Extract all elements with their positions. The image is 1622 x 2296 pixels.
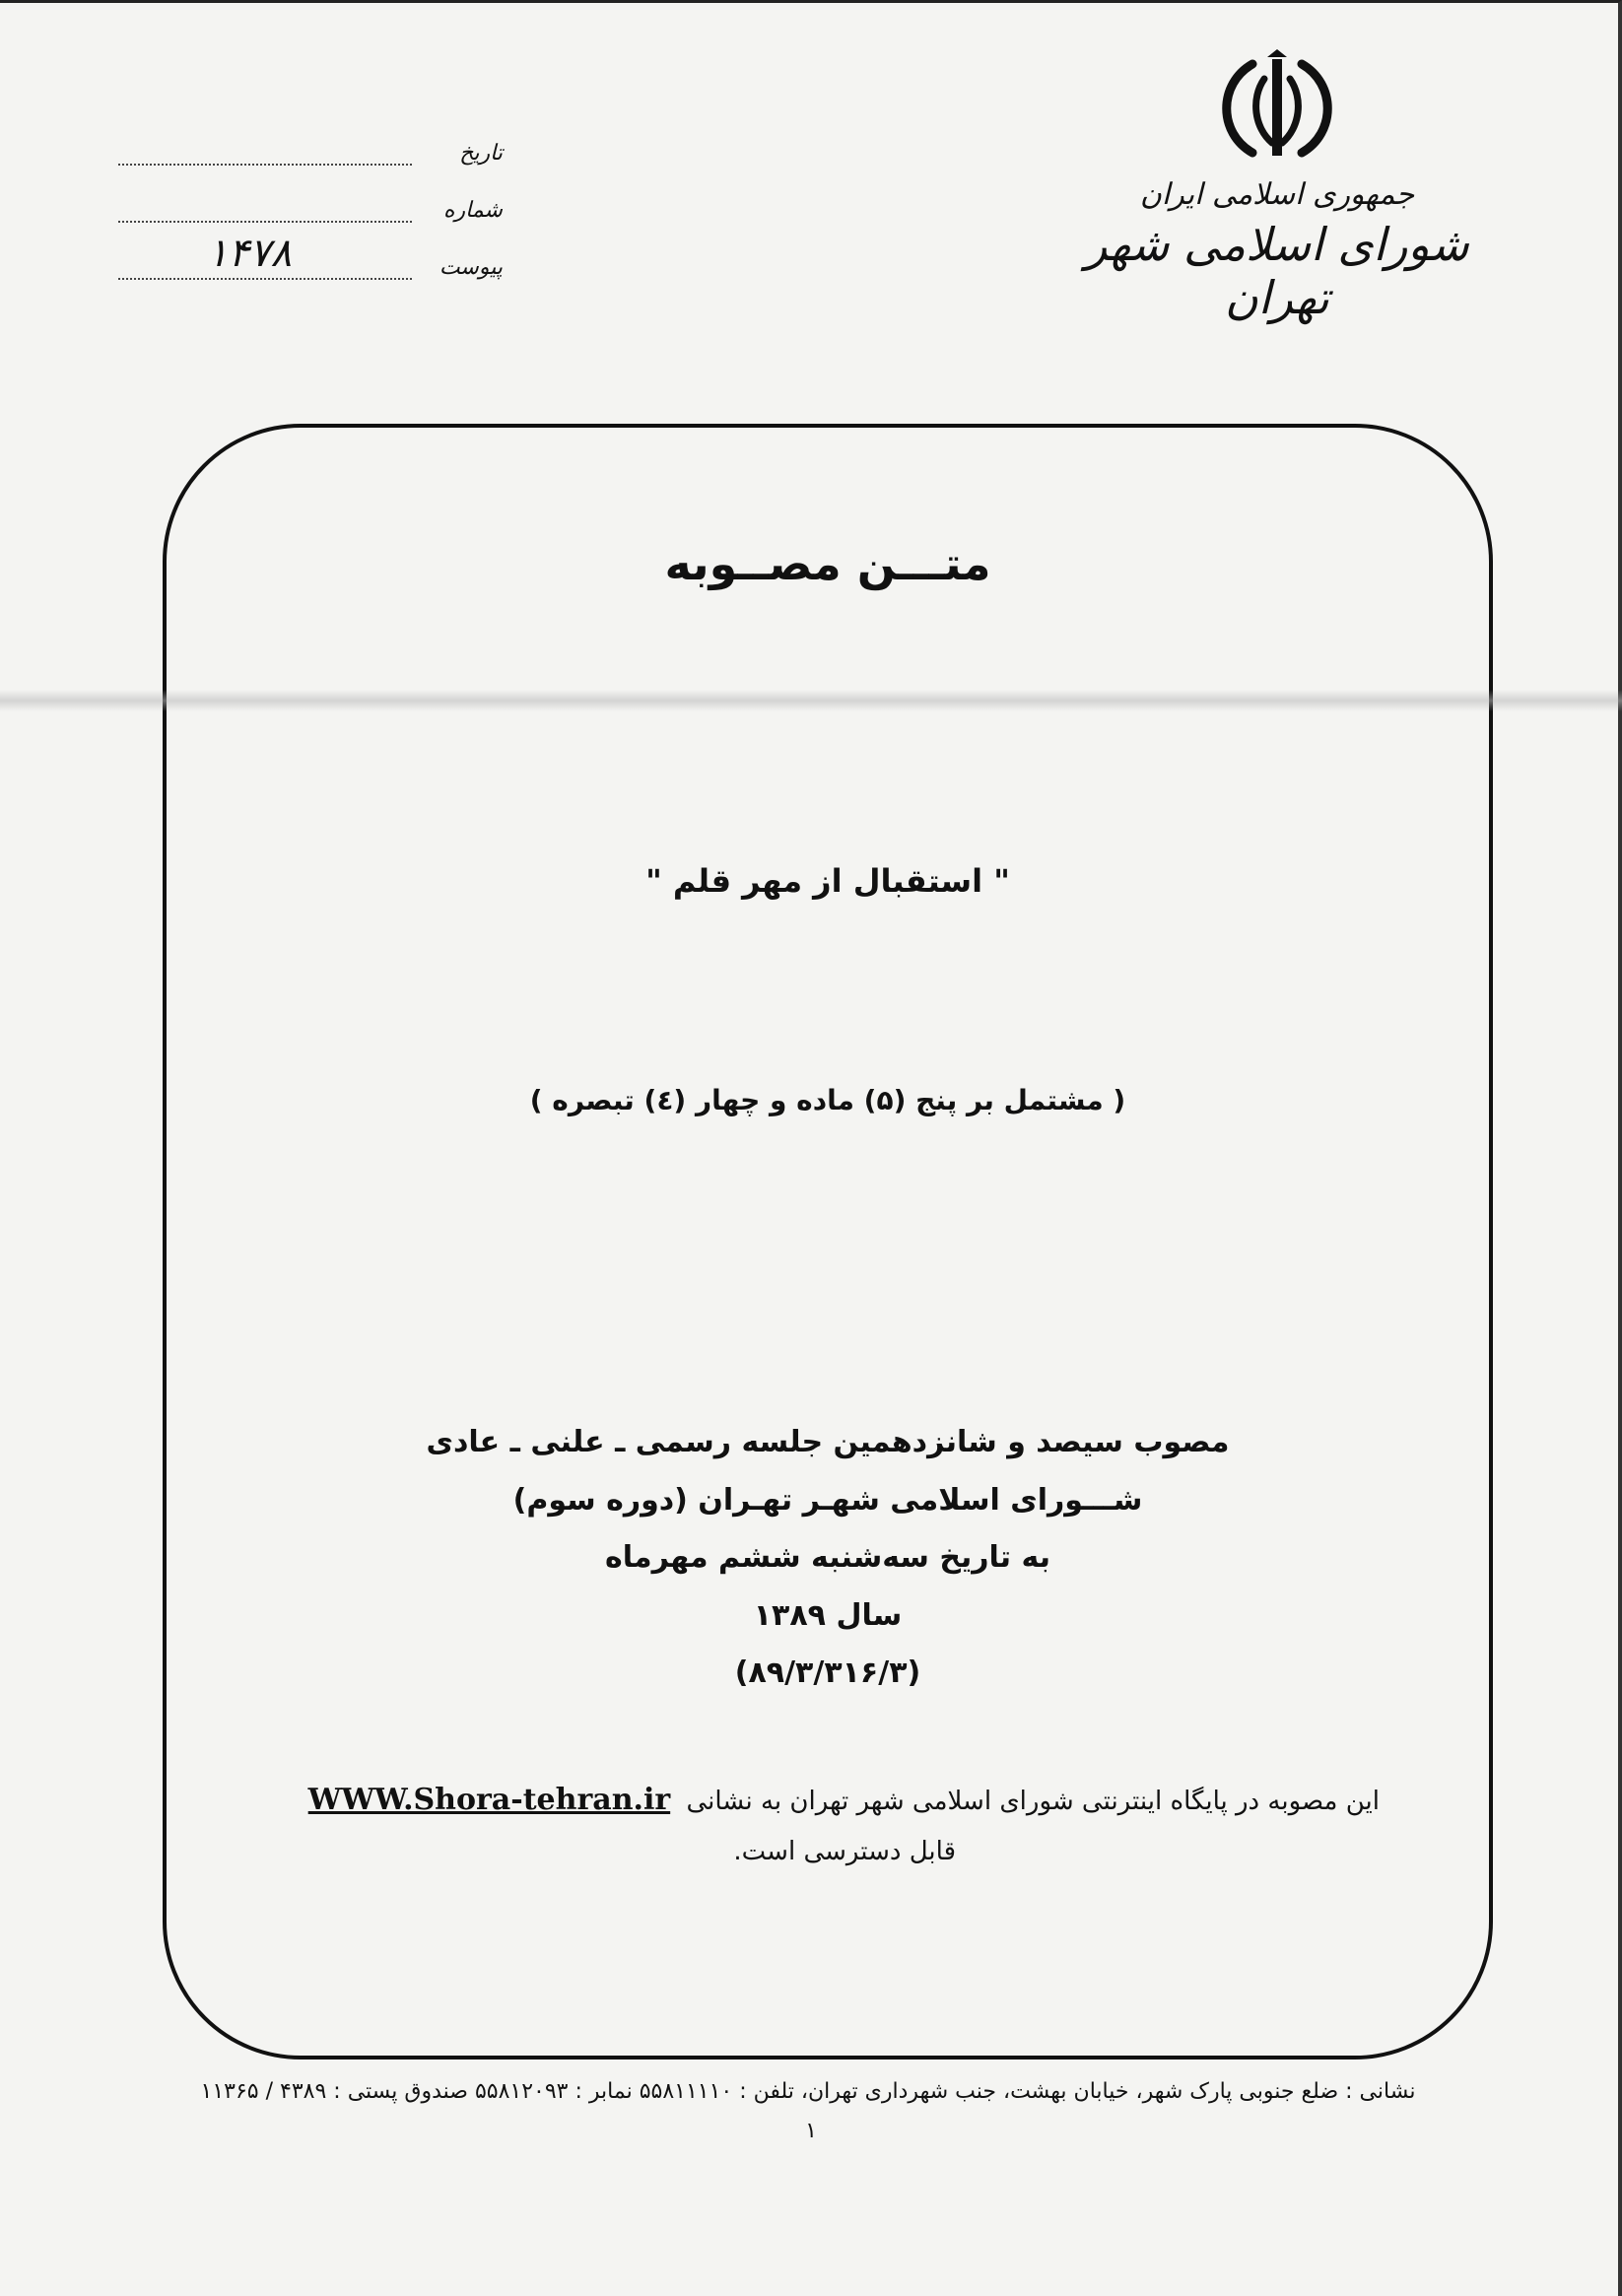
attachment-value: ۱۴۷۸ — [207, 231, 292, 276]
scan-streak — [0, 690, 1622, 711]
date-label: تاریخ — [459, 141, 503, 166]
approval-line-council: شـــورای اسلامی شهـر تهـران (دوره سوم) — [512, 1482, 1143, 1518]
date-row — [118, 108, 503, 166]
approval-line-session: مصوب سیصد و شانزدهمین جلسه رسمی ـ علنی ـ عادی — [426, 1425, 1230, 1459]
website-text: این مصوبه در پایگاه اینترنتی شورای اسلامی شهر تهران به نشانی — [686, 1787, 1380, 1816]
footer-address: نشانی : ضلع جنوبی پارک شهر، خیابان بهشت، جنب شهرداری تهران، تلفن : ۵۵۸۱۱۱۱۰ نمابر : ۵۵۸۱۲۰۹۳ صندوق پستی : ۴۳۸۹ / ۱۱۳۶۵ — [200, 2079, 1416, 2104]
document-title: متـــن مصــوبه — [664, 537, 991, 590]
republic-name: جمهوری اسلامی ایران — [1139, 177, 1415, 212]
number-line — [118, 191, 412, 223]
attachment-label: پیوست — [439, 255, 503, 280]
approval-line-date: به تاریخ سه‌شنبه ششم مهرماه — [605, 1540, 1050, 1575]
approval-line-code: (۸۹/۳/۳۱۶/۳) — [734, 1655, 921, 1690]
number-row — [118, 166, 503, 223]
attachment-line — [118, 231, 412, 280]
approval-line-year: سال ۱۳۸۹ — [753, 1597, 903, 1633]
resolution-subject: " استقبال از مهر قلم " — [645, 862, 1010, 900]
council-name: شورای اسلامی شهر تهران — [1085, 218, 1469, 324]
resolution-scope: ( مشتمل بر پنج (۵) ماده و چهار (٤) تبصره ) — [529, 1084, 1126, 1116]
website-notice — [246, 1772, 1380, 1876]
letterhead — [1070, 49, 1484, 324]
iran-emblem-icon — [1213, 49, 1341, 168]
website-link[interactable]: WWW.Shora-tehran.ir — [307, 1783, 671, 1817]
attachment-row — [118, 223, 503, 280]
number-label: شماره — [442, 198, 503, 223]
approval-block — [163, 1414, 1493, 1703]
page-number: ۱ — [805, 2119, 817, 2143]
date-line — [118, 134, 412, 166]
document-meta — [118, 108, 503, 280]
website-tail: قابل دسترسی است. — [733, 1837, 956, 1866]
